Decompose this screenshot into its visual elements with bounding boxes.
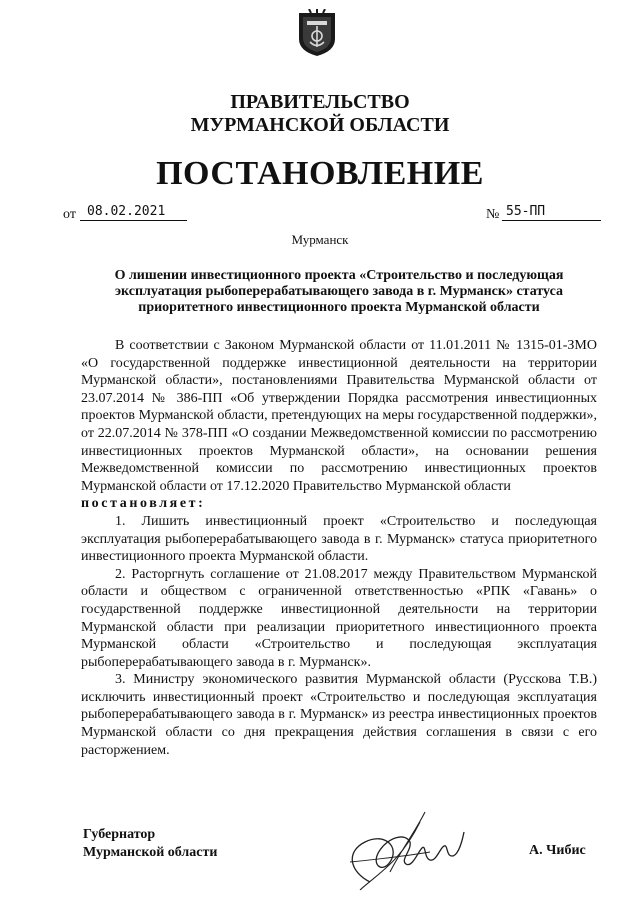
preamble-paragraph: В соответствии с Законом Мурманской области от 11.01.2011 № 1315-01-ЗМО «О государственной поддержке инвестиционной деятельности на территории Мурманской области», постановлениями Правительства Мурманской области от 23.07.2014 № 386-ПП «Об утверждении Порядка рассмотрения инвестиционных проектов Мурманской области, претендующих на меры государственной поддержки», от 22.07.2014 № 378-ПП «О создании Межведомственной комиссии по рассмотрению инвестиционных проектов Мурманской области», на основании решения Межведомственной комиссии по рассмотрению инвестиционных проектов Мурманской области от 17.12.2020 Правительство Мурманской области: [81, 338, 597, 494]
government-title-line2: МУРМАНСКОЙ ОБЛАСТИ: [190, 114, 450, 136]
decree-subject: О лишении инвестиционного проекта «Строительство и последующая эксплуатация рыбоперерабатывающего завода в г. Мурманск» статуса приоритетного инвестиционного проекта Мурманской области: [114, 268, 564, 315]
signatory-title-line2: Мурманской области: [83, 845, 218, 860]
signatory-title-line1: Губернатор: [83, 827, 156, 842]
signatory-title: [83, 826, 217, 862]
document-type-heading: ПОСТАНОВЛЕНИЕ: [156, 155, 484, 192]
date-from-label: от: [63, 207, 76, 222]
government-title-line1: ПРАВИТЕЛЬСТВО: [230, 91, 410, 113]
decree-item-2: 2. Расторгнуть соглашение от 21.08.2017 между Правительством Мурманской области и обществом с ограниченной ответственностью «РПК «Гавань» о государственной поддержке инвестиционной деятельности на территории Мурманской области при реализации приоритетного инвестиционного проекта Мурманской области «Строительство и последующая эксплуатация рыбоперерабатывающего завода в г. Мурманск».: [81, 566, 597, 670]
document-number: 55-ПП: [502, 203, 601, 221]
signatory-name: А. Чибис: [529, 843, 586, 858]
handwritten-signature: [330, 802, 470, 894]
decides-line: [81, 495, 597, 513]
decides-keyword: постановляет:: [81, 496, 206, 512]
number-label: №: [486, 207, 500, 222]
murmansk-coat-of-arms-icon: [297, 9, 337, 57]
city-name: Мурманск: [291, 232, 349, 247]
decree-item-1: 1. Лишить инвестиционный проект «Строительство и последующая эксплуатация рыбоперерабатывающего завода в г. Мурманск» статуса приоритетного инвестиционного проекта Мурманской области.: [81, 513, 597, 565]
decree-body: [81, 337, 597, 759]
decree-item-3: 3. Министру экономического развития Мурманской области (Русскова Т.В.) исключить инвестиционный проект «Строительство и последующая эксплуатация рыбоперерабатывающего завода в г. Мурманск» из реестра инвестиционных проектов Мурманской области со дня прекращения действия соглашения в связи с его расторжением.: [81, 672, 597, 758]
document-date: 08.02.2021: [80, 203, 187, 221]
